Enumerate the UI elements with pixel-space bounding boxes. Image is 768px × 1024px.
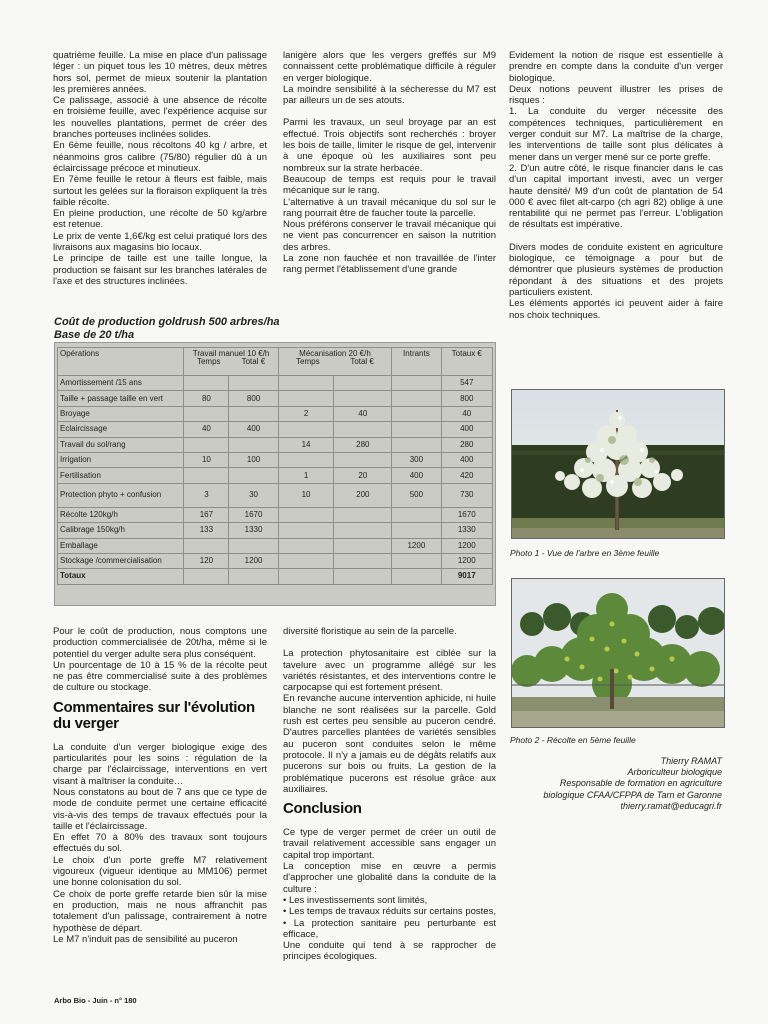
value-cell xyxy=(334,452,392,467)
value-cell xyxy=(334,523,392,538)
value-cell xyxy=(184,376,229,391)
header-temps: Temps xyxy=(196,357,221,366)
paragraph: En revanche aucune intervention aphicide, ni huile blanche ne sont réalisées sur la parcelle. Gold rush est certes peu sensible au puceron cendré. D'autres parcelles plantées de variétés sensibles au puceron sont conduites selon le même protocole. Il n'y a jamais eu de dégâts relatifs aux pucerons sur bois ou fruits. La gestion de la problématique pucerons est résolue grâce aux auxiliaires. xyxy=(283,693,496,795)
value-cell xyxy=(278,391,334,406)
paragraph: Nous préférons conserver le travail mécanique qui ne vient pas concurrencer en saison la nutrition des arbres. xyxy=(283,219,496,253)
value-cell xyxy=(229,569,278,584)
value-cell xyxy=(278,538,334,553)
value-cell: 547 xyxy=(441,376,492,391)
table-row xyxy=(58,507,493,522)
value-cell: 1330 xyxy=(229,523,278,538)
bullet-item: • Les temps de travaux réduits sur certains postes, xyxy=(283,906,496,918)
paragraph: La moindre sensibilité à la sécheresse du M7 est par ailleurs un de ses atouts. xyxy=(283,83,496,107)
operation-cell: Totaux xyxy=(58,569,184,584)
value-cell xyxy=(278,422,334,437)
table-body xyxy=(58,376,493,585)
value-cell: 40 xyxy=(184,422,229,437)
paragraph: En pleine production, une récolte de 50 kg/arbre est retenue. xyxy=(53,208,267,231)
value-cell: 1670 xyxy=(229,507,278,522)
table-row xyxy=(58,553,493,568)
table-row xyxy=(58,468,493,483)
value-cell xyxy=(392,569,441,584)
header-mech-label: Mécanisation 20 €/h xyxy=(299,349,371,358)
photo-caption: Photo 1 - Vue de l'arbre en 3ème feuille xyxy=(510,548,660,558)
value-cell: 10 xyxy=(184,452,229,467)
value-cell xyxy=(278,376,334,391)
value-cell: 1200 xyxy=(392,538,441,553)
value-cell xyxy=(392,437,441,452)
value-cell xyxy=(334,422,392,437)
value-cell xyxy=(184,569,229,584)
value-cell xyxy=(334,376,392,391)
value-cell: 14 xyxy=(278,437,334,452)
value-cell: 1200 xyxy=(441,538,492,553)
author-position: Responsable de formation en agriculture xyxy=(559,778,722,789)
photo-tree-third-leaf xyxy=(511,389,725,539)
operation-cell: Eclaircissage xyxy=(58,422,184,437)
operation-cell: Irrigation xyxy=(58,452,184,467)
value-cell: 800 xyxy=(229,391,278,406)
value-cell xyxy=(392,406,441,421)
operation-cell: Amortissement /15 ans xyxy=(58,376,184,391)
operation-cell: Broyage xyxy=(58,406,184,421)
value-cell xyxy=(278,452,334,467)
value-cell xyxy=(278,507,334,522)
header-mech xyxy=(278,348,392,376)
value-cell: 40 xyxy=(334,406,392,421)
value-cell xyxy=(229,376,278,391)
operation-cell: Taille + passage taille en vert xyxy=(58,391,184,406)
column-2 xyxy=(283,50,496,276)
value-cell: 400 xyxy=(441,452,492,467)
value-cell: 1670 xyxy=(441,507,492,522)
value-cell xyxy=(184,468,229,483)
header-total: Total € xyxy=(350,357,374,366)
value-cell: 133 xyxy=(184,523,229,538)
paragraph: En 6ème feuille, nous récoltons 40 kg / arbre, et néanmoins gros calibre (75/80) régulier dû à un éclaircissage précoce et minutieux. xyxy=(53,140,267,174)
value-cell: 1 xyxy=(278,468,334,483)
bullet-item: • Les investissements sont limités, xyxy=(283,894,428,906)
paragraph: Ce type de verger permet de créer un outil de travail relativement accessible sans engager un capital trop important. xyxy=(283,827,496,861)
photo-harvest-fifth-leaf xyxy=(511,578,725,728)
value-cell xyxy=(184,437,229,452)
paragraph: En 7ème feuille le retour à fleurs est faible, mais surtout les gelées sur la floraison expliquent la très faible récolte. xyxy=(53,174,267,208)
paragraph: Parmi les travaux, un seul broyage par an est effectué. Trois objectifs sont recherchés : broyer les bois de taille, limiter le risque de gel, intervenir à une époque où les auxiliaires sont peu nombreux sur la strate herbacée. xyxy=(283,117,496,174)
page-footer: Arbo Bio - Juin - n° 180 xyxy=(54,996,137,1005)
table-row xyxy=(58,538,493,553)
paragraph: Pour le coût de production, nous comptons une production commercialisée de 20t/ha, même si le potentiel du verger adulte sera plus conséquent. xyxy=(53,626,267,660)
value-cell xyxy=(278,523,334,538)
table-title-line: Coût de production goldrush 500 arbres/ha xyxy=(54,316,280,328)
value-cell: 400 xyxy=(229,422,278,437)
paragraph: diversité floristique au sein de la parcelle. xyxy=(283,626,457,637)
operation-cell: Calibrage 150kg/h xyxy=(58,523,184,538)
operation-cell: Emballage xyxy=(58,538,184,553)
paragraph: 1. La conduite du verger nécessite des compétences techniques, particulièrement en verger conduit sur M7. La maîtrise de la charge, les interventions de taille sont plus délicates à mener dans un verger mené sur ce porte greffe. xyxy=(509,106,723,163)
value-cell: 500 xyxy=(392,483,441,507)
value-cell: 400 xyxy=(392,468,441,483)
value-cell: 10 xyxy=(278,483,334,507)
value-cell xyxy=(392,523,441,538)
value-cell: 280 xyxy=(441,437,492,452)
value-cell xyxy=(392,422,441,437)
value-cell: 20 xyxy=(334,468,392,483)
operation-cell: Récolte 120kg/h xyxy=(58,507,184,522)
author-position: biologique CFAA/CFPPA de Tarn et Garonne xyxy=(543,789,722,800)
table-row xyxy=(58,452,493,467)
value-cell: 30 xyxy=(229,483,278,507)
header-totaux: Totaux € xyxy=(441,348,492,376)
table-subtitle-line: Base de 20 t/ha xyxy=(54,329,135,341)
header-operations: Opérations xyxy=(58,348,184,376)
paragraph: Ce choix de porte greffe retarde bien sûr la mise en production, mais ne nous affranchit pas totalement d'un palissage, contrairement à notre hypothèse de départ. xyxy=(53,888,267,934)
paragraph: Deux notions peuvent illustrer les prises de risques : xyxy=(509,83,723,107)
paragraph: 2. D'un autre côté, le risque financier dans le cas d'un capital important investi, avec un verger haute densité/ M9 d'un coût de plantation de 54 000 € avec filet alt-carpo (ch agri 82) oblige à une rentabilité qui ne permet pas l'erreur. L'obligation de résultats est impérative. xyxy=(509,162,723,231)
paragraph: Le M7 n'induit pas de sensibilité au puceron xyxy=(53,933,238,945)
header-temps: Temps xyxy=(296,357,320,366)
header-intrants: Intrants xyxy=(392,348,441,376)
section-heading-comments: Commentaires sur l'évolution du verger xyxy=(53,698,255,732)
table-row xyxy=(58,569,493,584)
value-cell: 280 xyxy=(334,437,392,452)
value-cell xyxy=(229,437,278,452)
value-cell xyxy=(278,569,334,584)
paragraph: Beaucoup de temps est requis pour le travail mécanique sur le rang. xyxy=(283,173,496,197)
paragraph: Le choix d'un porte greffe M7 relativement vigoureux (vigueur identique au MM106) permet une bonne colonisation du sol. xyxy=(53,854,267,889)
value-cell: 800 xyxy=(441,391,492,406)
value-cell: 730 xyxy=(441,483,492,507)
value-cell: 80 xyxy=(184,391,229,406)
header-total: Total € xyxy=(241,357,266,366)
value-cell: 200 xyxy=(334,483,392,507)
paragraph: L'alternative à un travail mécanique du sol sur le rang pourrait être de faucher toute la parcelle. xyxy=(283,196,496,219)
paragraph: Ce palissage, associé à une absence de récolte en troisième feuille, avec l'expérience acquise sur les nouvelles plantations, permet de créer des branches porteuses inclinées solides. xyxy=(53,95,267,141)
value-cell xyxy=(334,569,392,584)
photo-caption: Photo 2 - Récolte en 5ème feuille xyxy=(510,735,636,745)
column-3 xyxy=(509,50,723,321)
table-row xyxy=(58,376,493,391)
table-row xyxy=(58,391,493,406)
section-heading-conclusion: Conclusion xyxy=(283,800,362,818)
paragraph: En effet 70 à 80% des travaux sont toujours effectués du sol. xyxy=(53,832,267,855)
value-cell: 420 xyxy=(441,468,492,483)
table-row xyxy=(58,437,493,452)
table-row xyxy=(58,406,493,421)
value-cell xyxy=(278,553,334,568)
paragraph: La conduite d'un verger biologique exige des particularités pour les soins : régulation de la charge par l'éclaircissage, interventions en vert visant à maîtriser la conduite… xyxy=(53,741,267,787)
table-row xyxy=(58,483,493,507)
operation-cell: Fertilisation xyxy=(58,468,184,483)
value-cell xyxy=(334,507,392,522)
column-4 xyxy=(53,626,267,945)
paragraph: Le principe de taille est une taille longue, la production se faisant sur les branches latérales de l'axe et des structures inclinées. xyxy=(53,253,267,287)
value-cell xyxy=(184,538,229,553)
value-cell xyxy=(392,376,441,391)
column-1 xyxy=(53,50,267,287)
value-cell: 1200 xyxy=(229,553,278,568)
value-cell xyxy=(392,391,441,406)
table-title xyxy=(54,316,280,342)
value-cell: 1330 xyxy=(441,523,492,538)
value-cell: 100 xyxy=(229,452,278,467)
header-manual-label: Travail manuel 10 €/h xyxy=(192,349,270,358)
paragraph: Nous constatons au bout de 7 ans que ce type de mode de conduite permet une certaine efficacité vis-à-vis des temps de travaux effectués pour la taille et l'éclaircissage. xyxy=(53,786,267,832)
operation-cell: Protection phyto + confusion xyxy=(58,483,184,507)
author-name: Thierry RAMAT xyxy=(660,756,722,766)
value-cell: 167 xyxy=(184,507,229,522)
author-signature xyxy=(500,756,722,812)
author-email[interactable]: thierry.ramat@educagri.fr xyxy=(620,800,722,811)
paragraph: Un pourcentage de 10 à 15 % de la récolte peut ne pas être commercialisé suite à des problèmes de culture ou stockage. xyxy=(53,659,267,694)
operation-cell: Travail du sol/rang xyxy=(58,437,184,452)
table-row xyxy=(58,422,493,437)
paragraph: La conception mise en œuvre a permis d'approcher une globalité dans la conduite de la culture : xyxy=(283,861,496,895)
paragraph: La zone non fauchée et non travaillée de l'inter rang permet l'établissement d'une grande xyxy=(283,253,496,276)
paragraph: Evidement la notion de risque est essentielle à prendre en compte dans la conduite d'un verger biologique. xyxy=(509,50,723,84)
value-cell xyxy=(334,538,392,553)
value-cell xyxy=(334,553,392,568)
value-cell: 2 xyxy=(278,406,334,421)
value-cell xyxy=(392,553,441,568)
value-cell: 40 xyxy=(441,406,492,421)
table-row xyxy=(58,523,493,538)
author-role: Arboriculteur biologique xyxy=(627,767,722,778)
value-cell xyxy=(229,538,278,553)
value-cell: 120 xyxy=(184,553,229,568)
value-cell xyxy=(229,406,278,421)
paragraph: Divers modes de conduite existent en agriculture biologique, ce témoignage a pour but de démontrer que plusieurs systèmes de production répondant à des situations et des projets particuliers existent. xyxy=(509,241,723,298)
column-5 xyxy=(283,626,496,963)
operation-cell: Stockage /commercialisation xyxy=(58,553,184,568)
value-cell xyxy=(392,507,441,522)
value-cell xyxy=(334,391,392,406)
value-cell: 9017 xyxy=(441,569,492,584)
cost-table xyxy=(57,347,493,585)
header-manual xyxy=(184,348,278,376)
value-cell: 3 xyxy=(184,483,229,507)
value-cell xyxy=(184,406,229,421)
paragraph: Les éléments apportés ici peuvent aider à faire nos choix techniques. xyxy=(509,298,723,321)
paragraph: quatrième feuille. La mise en place d'un palissage léger : un piquet tous les 10 mètres, deux mètres hors sol, permet de mieux soutenir la plantation les premières années. xyxy=(53,50,267,95)
paragraph: Le prix de vente 1,6€/kg est celui pratiqué lors des livraisons aux magasins bio locaux. xyxy=(53,230,267,254)
cost-table-container xyxy=(54,342,496,606)
value-cell: 1200 xyxy=(441,553,492,568)
value-cell: 400 xyxy=(441,422,492,437)
value-cell xyxy=(229,468,278,483)
value-cell: 300 xyxy=(392,452,441,467)
bullet-item: • La protection sanitaire peu perturbante est efficace, xyxy=(283,917,496,940)
paragraph: Une conduite qui tend à se rapprocher de principes écologiques. xyxy=(283,940,496,963)
paragraph: lanigère alors que les vergers greffés sur M9 connaissent cette problématique difficile à réguler en verger biologique. xyxy=(283,50,496,84)
paragraph: La protection phytosanitaire est ciblée sur la tavelure avec un programme allégé sur les variétés résistantes, et des interventions contre le carpocapse qui est fortement présent. xyxy=(283,648,496,694)
